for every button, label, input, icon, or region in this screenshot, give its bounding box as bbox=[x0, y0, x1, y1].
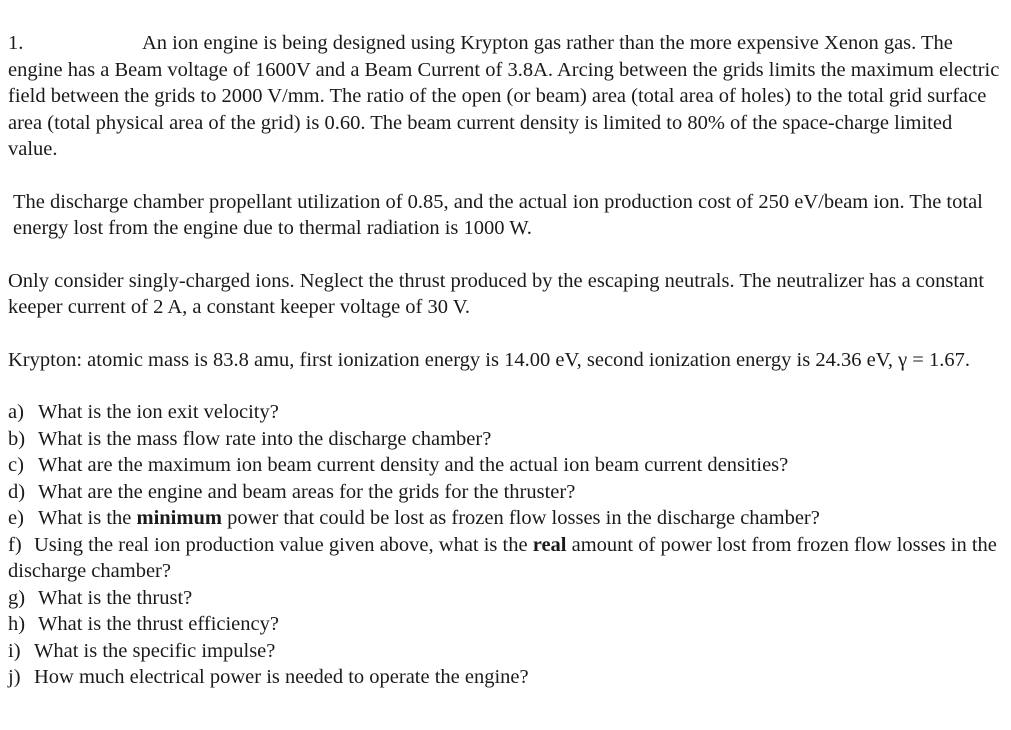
question-item bbox=[8, 532, 1000, 585]
discharge-paragraph: The discharge chamber propellant utilization of 0.85, and the actual ion production cost of 250 eV/beam ion. The total energy lost from the engine due to thermal radiation is 1000 W. bbox=[13, 190, 983, 239]
question-item bbox=[8, 505, 1000, 532]
question-letter: h) bbox=[8, 613, 26, 635]
question-text-post: amount of power lost from frozen flow losses in the discharge chamber? bbox=[8, 533, 997, 582]
question-text: What is the thrust efficiency? bbox=[38, 613, 279, 635]
question-item bbox=[8, 399, 1000, 426]
question-item bbox=[8, 426, 1000, 453]
question-letter: c) bbox=[8, 454, 24, 476]
question-list bbox=[8, 399, 1000, 691]
assumptions-paragraph: Only consider singly-charged ions. Neglect the thrust produced by the escaping neutrals. The neutralizer has a constant keeper current of 2 A, a constant keeper voltage of 30 V. bbox=[8, 269, 985, 318]
question-emphasis: minimum bbox=[136, 507, 222, 529]
question-text-pre: What is the bbox=[38, 507, 137, 529]
problem-number: 1. bbox=[8, 32, 24, 54]
question-letter: f) bbox=[8, 533, 22, 556]
question-text: What is the specific impulse? bbox=[34, 639, 276, 662]
question-letter: g) bbox=[8, 586, 26, 609]
question-text-post: power that could be lost as frozen flow losses in the discharge chamber? bbox=[221, 507, 820, 529]
question-letter: i) bbox=[8, 639, 21, 662]
question-text: What are the maximum ion beam current density and the actual ion beam current densities? bbox=[38, 454, 789, 476]
question-text: How much electrical power is needed to operate the engine? bbox=[34, 666, 529, 688]
krypton-properties-paragraph: Krypton: atomic mass is 83.8 amu, first ionization energy is 14.00 eV, second ionization energy is 24.36 eV, γ = 1.67. bbox=[8, 348, 970, 371]
question-text-pre: Using the real ion production value given above, what is the bbox=[34, 533, 533, 556]
question-item bbox=[8, 638, 1000, 665]
problem-intro-paragraph bbox=[8, 30, 1000, 163]
question-text: What are the engine and beam areas for the grids for the thruster? bbox=[38, 480, 576, 503]
question-text: What is the mass flow rate into the discharge chamber? bbox=[38, 427, 492, 450]
problem-intro-text: An ion engine is being designed using Krypton gas rather than the more expensive Xenon gas. The engine has a Beam voltage of 1600V and a Beam Current of 3.8A. Arcing between the grids limits the maximum electric field between the grids to 2000 V/mm. The ratio of the open (or beam) area (total area of holes) to the total grid surface area (total physical area of the grid) is 0.60. The beam current density is limited to 80% of the space-charge limited value. bbox=[8, 32, 1000, 160]
question-item bbox=[8, 585, 1000, 612]
question-item bbox=[8, 664, 1000, 691]
question-item bbox=[8, 452, 1000, 479]
question-letter: j) bbox=[8, 666, 21, 688]
question-item bbox=[8, 611, 1000, 638]
question-letter: d) bbox=[8, 480, 26, 503]
question-letter: e) bbox=[8, 507, 24, 529]
question-text: What is the thrust? bbox=[38, 586, 193, 609]
question-emphasis: real bbox=[532, 533, 567, 556]
question-item bbox=[8, 479, 1000, 506]
question-letter: a) bbox=[8, 401, 24, 423]
question-text: What is the ion exit velocity? bbox=[38, 401, 279, 423]
question-letter: b) bbox=[8, 427, 26, 450]
